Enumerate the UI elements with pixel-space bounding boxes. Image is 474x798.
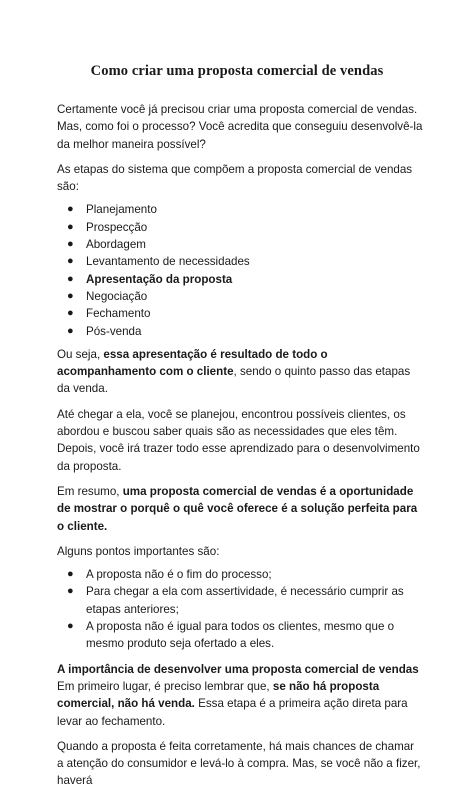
list-item [57,583,423,618]
stage-label: Pós-venda [86,324,142,338]
text-run: , sendo o quinto passo das etapas da venda. [57,365,411,396]
points-list [57,566,423,652]
stages-intro: As etapas do sistema que compõem a proposta comercial de vendas são: [57,162,413,194]
bullet-icon: ● [67,238,74,251]
intro-paragraph: Certamente você já precisou criar uma proposta comercial de vendas. Mas, como foi o processo? Você acredita que conseguiu desenvolvê-la da melhor maneira possível? [57,103,423,151]
stage-label: Fechamento [86,307,151,321]
bullet-icon: ● [67,272,74,285]
bullet-icon: ● [67,585,74,598]
stage-label: Abordagem [86,238,146,252]
bold-text-run: essa apresentação é resultado de todo o acompanhamento com o cliente [57,347,328,379]
section-heading-text: A importância de desenvolver uma proposta comercial de vendas [57,662,419,676]
list-item [57,618,423,653]
bullet-icon: ● [67,568,74,581]
stages-list [57,201,423,339]
point-text: A proposta não é o fim do processo; [86,568,272,582]
list-item [57,288,423,305]
bullet-icon: ● [67,289,74,302]
bullet-icon: ● [67,324,74,337]
stage-label: Levantamento de necessidades [86,255,250,269]
resumo-paragraph [57,483,423,535]
list-item [57,236,423,253]
stage-label: Prospecção [86,220,148,234]
stage-label-highlighted: Apresentação da proposta [86,272,233,286]
quando-paragraph: Quando a proposta é feita corretamente, há mais chances de chamar a atenção do consumidor e levá-lo à compra. Mas, se você não a fizer, haverá [57,739,421,788]
bold-text-run: se não há proposta comercial, não há venda. [57,679,380,711]
bullet-icon: ● [67,203,74,216]
ouseja-paragraph [57,346,423,398]
list-item [57,253,423,270]
bold-text-run: uma proposta comercial de vendas é a oportunidade de mostrar o porquê o quê você oferece é a solução perfeita para o cliente. [57,484,418,533]
text-run: Ou seja, [57,347,104,361]
bullet-icon: ● [67,255,74,268]
document-body [57,101,423,798]
bullet-icon: ● [67,307,74,320]
points-intro: Alguns pontos importantes são: [57,544,220,558]
chegar-paragraph: Até chegar a ela, você se planejou, encontrou possíveis clientes, os abordou e buscou saber quais são as necessidades que eles têm. Depois, você irá trazer todo esse aprendizado para o desenvolvimento da proposta. [57,407,420,473]
list-item [57,566,423,583]
list-item [57,219,423,236]
point-text: A proposta não é igual para todos os clientes, mesmo que o mesmo produto seja ofertado a eles. [86,620,395,651]
point-text: Para chegar a ela com assertividade, é necessário cumprir as etapas anteriores; [86,585,404,616]
text-run: Em resumo, [57,484,123,498]
text-run: Em primeiro lugar, é preciso lembrar que, [57,679,273,693]
list-item [57,323,423,340]
bullet-icon: ● [67,620,74,633]
section-heading [57,661,423,730]
list-item [57,271,423,288]
list-item [57,201,423,218]
bullet-icon: ● [67,220,74,233]
stage-label: Planejamento [86,203,157,217]
document-title: Como criar uma proposta comercial de vendas [90,63,384,79]
text-run: Essa etapa é a primeira ação direta para levar ao fechamento. [57,697,408,728]
stage-label: Negociação [86,289,148,303]
list-item [57,305,423,322]
